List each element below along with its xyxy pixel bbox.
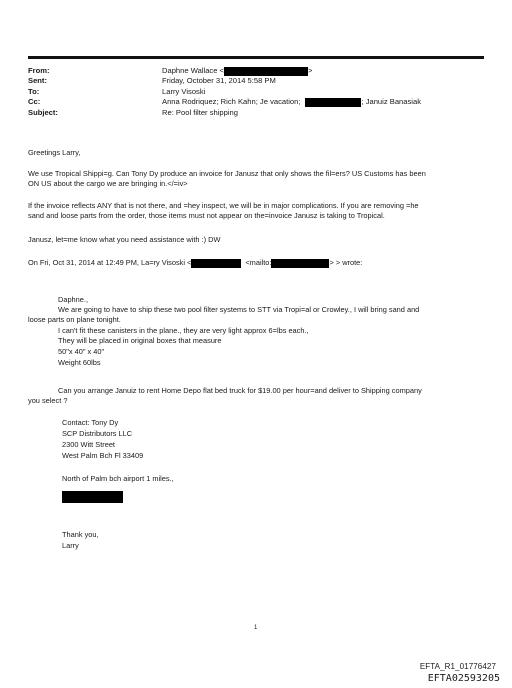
redaction-box [62, 491, 123, 503]
greeting: Greetings Larry, [28, 148, 81, 157]
paragraph-2-line-2: sand and loose parts from the order, those items must not appear on the=invoice Janusz is taking to Tropical. [28, 211, 385, 220]
location-note: North of Palm bch airport 1 miles., [62, 474, 174, 483]
quoted-line-3: They will be placed in original boxes that measure [58, 336, 222, 345]
from-tail: > [307, 66, 313, 75]
quoted-paragraph-1-line-2: loose parts on plane tonight. [28, 315, 121, 324]
quoted-dimensions: 50"x 40" x 40" [58, 347, 105, 356]
thanks-line: Thank you, [62, 530, 99, 539]
redaction-box [224, 67, 308, 76]
cc-row [28, 97, 421, 107]
cc-value: Anna Rodriquez; Rich Kahn; Je vacation; [162, 97, 301, 107]
contact-street: 2300 Witt Street [62, 440, 115, 449]
quoted-paragraph-1-line-1: We are going to have to ship these two pool filter systems to STT via Tropi=al or Crowley., I will bring sand and [58, 305, 420, 314]
redaction-box [191, 259, 241, 268]
sent-value: Friday, October 31, 2014 5:58 PM [162, 76, 276, 86]
paragraph-1-line-1: We use Tropical Shippi=g. Can Tony Dy produce an invoice for Janusz that only shows the fil=ers? US Customs has been [28, 169, 426, 178]
cc-tail: ; Januiz Banasiak [361, 97, 421, 107]
email-header [28, 66, 421, 118]
paragraph-2-line-1: If the invoice reflects ANY that is not there, and =hey inspect, we will be in major complications. If you are removing =he [28, 201, 419, 210]
quoted-weight: Weight 60lbs [58, 358, 101, 367]
to-row [28, 87, 421, 97]
contact-name: Contact: Tony Dy [62, 418, 119, 427]
signoff-name: Larry [62, 541, 79, 550]
quoted-salutation: Daphne., [58, 295, 88, 304]
redaction-box [305, 98, 361, 107]
quoted-line-2: I can't fit these canisters in the plane., they are very light approx 6=lbs each., [58, 326, 309, 335]
subject-value: Re: Pool filter shipping [162, 107, 238, 117]
from-label: From: [28, 66, 50, 75]
from-value: Daphne Wallace < [162, 66, 224, 75]
mailto-text: <mailto: [245, 258, 272, 267]
contact-city: West Palm Bch Fl 33409 [62, 451, 144, 460]
sent-row [28, 76, 421, 86]
paragraph-3: Janusz, let=me know what you need assistance with :) DW [28, 235, 221, 244]
quoted-paragraph-6-line-2: you select ? [28, 396, 68, 405]
bates-stamp-2: EFTA02593205 [427, 673, 500, 684]
to-label: To: [28, 86, 40, 96]
header-rule [28, 56, 484, 59]
cc-label: Cc: [28, 97, 41, 107]
subject-row [28, 108, 421, 118]
quote-attribution-end: > > wrote: [329, 258, 363, 267]
paragraph-1-line-2: ON US about the cargo we are bringing in.</=iv> [28, 179, 188, 188]
quote-attribution [28, 258, 362, 268]
sent-label: Sent: [28, 76, 47, 86]
subject-label: Subject: [28, 107, 58, 117]
redaction-box [271, 259, 329, 268]
to-value: Larry Visoski [162, 86, 206, 96]
bates-stamp-1: EFTA_R1_01776427 [419, 662, 496, 671]
quoted-paragraph-6-line-1: Can you arrange Januiz to rent Home Depo flat bed truck for $19.00 per hour=and deliver to Shipping company [58, 386, 422, 395]
contact-company: SCP Distributors LLC [62, 429, 133, 438]
quote-attribution-start: On Fri, Oct 31, 2014 at 12:49 PM, La=ry Visoski < [28, 258, 192, 267]
page-number: 1 [254, 625, 258, 631]
from-row [28, 66, 421, 76]
